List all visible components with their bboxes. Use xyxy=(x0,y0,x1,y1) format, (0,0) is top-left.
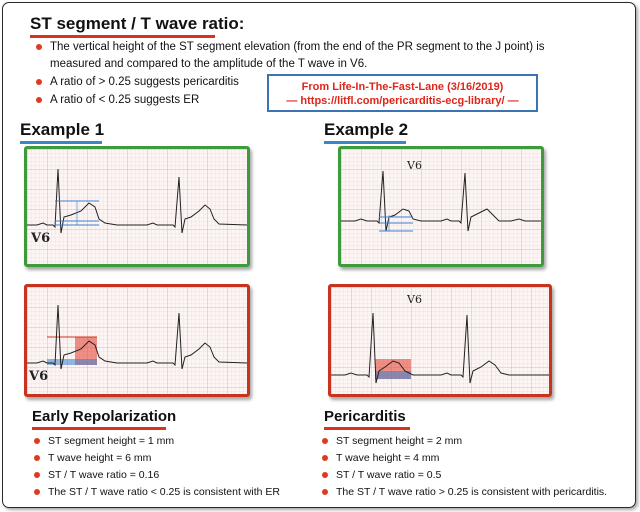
bullet-dot-icon xyxy=(36,97,42,103)
title-underline xyxy=(30,35,215,38)
lead-label-v6: V6 xyxy=(407,293,422,306)
bullet-dot-icon xyxy=(36,79,42,85)
source-line-1: From Life-In-The-Fast-Lane (3/16/2019) xyxy=(301,81,504,93)
peri-list-item xyxy=(322,434,462,448)
early-repolarization-underline xyxy=(32,427,166,430)
bullet-dot-icon xyxy=(322,489,328,495)
bullet-dot-icon xyxy=(34,455,40,461)
source-line-2[interactable]: — https://litfl.com/pericarditis-ecg-library/ — xyxy=(286,95,519,107)
ecg-panel-example1-red xyxy=(24,284,250,397)
er-list-item xyxy=(34,434,174,448)
pericarditis-title: Pericarditis xyxy=(324,408,406,425)
bullet-dot-icon xyxy=(322,472,328,478)
bullet-dot-icon xyxy=(34,472,40,478)
bullet-dot-icon xyxy=(34,438,40,444)
ecg-strip-peri-a xyxy=(341,149,541,264)
er-item-text: ST / T wave ratio = 0.16 xyxy=(48,469,160,481)
peri-list-item xyxy=(322,451,439,465)
bullet-item xyxy=(36,93,199,108)
lead-label-v6: V6 xyxy=(29,369,49,384)
peri-item-text: ST segment height = 2 mm xyxy=(336,435,463,447)
bullet-item xyxy=(36,75,239,90)
er-item-text: ST segment height = 1 mm xyxy=(48,435,175,447)
example-1-title: Example 1 xyxy=(20,120,105,139)
ecg-strip-peri-b xyxy=(331,287,549,394)
peri-item-text: T wave height = 4 mm xyxy=(336,452,440,464)
ecg-strip-er-a xyxy=(27,149,247,264)
bullet-text: measured and compared to the amplitude of the T wave in V6. xyxy=(50,58,368,70)
peri-list-item xyxy=(322,468,441,482)
er-item-text: T wave height = 6 mm xyxy=(48,452,152,464)
example-2-underline xyxy=(324,141,406,144)
er-list-item xyxy=(34,468,159,482)
example-1-underline xyxy=(20,141,102,144)
pericarditis-underline xyxy=(324,427,410,430)
peri-item-text: The ST / T wave ratio > 0.25 is consistent with pericarditis. xyxy=(336,486,608,498)
bullet-dot-icon xyxy=(322,438,328,444)
ecg-panel-example2-red xyxy=(328,284,552,397)
er-list-item xyxy=(34,485,280,499)
bullet-dot-icon xyxy=(36,44,42,50)
ecg-panel-example2-green xyxy=(338,146,544,267)
peri-item-text: ST / T wave ratio = 0.5 xyxy=(336,469,442,481)
bullet-continuation xyxy=(50,57,590,72)
bullet-dot-icon xyxy=(322,455,328,461)
page-title: ST segment / T wave ratio: xyxy=(30,14,245,33)
lead-label-v6: V6 xyxy=(31,231,51,246)
er-list-item xyxy=(34,451,151,465)
example-2-title: Example 2 xyxy=(324,120,409,139)
source-box xyxy=(267,74,538,112)
er-item-text: The ST / T wave ratio < 0.25 is consistent with ER xyxy=(48,486,280,498)
bullet-item xyxy=(36,40,596,55)
bullet-text: The vertical height of the ST segment elevation (from the end of the PR segment to the J point) is xyxy=(50,41,545,53)
lead-label-v6: V6 xyxy=(407,159,422,172)
ecg-panel-example1-green xyxy=(24,146,250,267)
bullet-text: A ratio of < 0.25 suggests ER xyxy=(50,94,200,106)
ecg-strip-er-b xyxy=(27,287,247,394)
bullet-dot-icon xyxy=(34,489,40,495)
early-repolarization-title: Early Repolarization xyxy=(32,408,177,425)
peri-list-item xyxy=(322,485,607,499)
bullet-text: A ratio of > 0.25 suggests pericarditis xyxy=(50,76,239,88)
